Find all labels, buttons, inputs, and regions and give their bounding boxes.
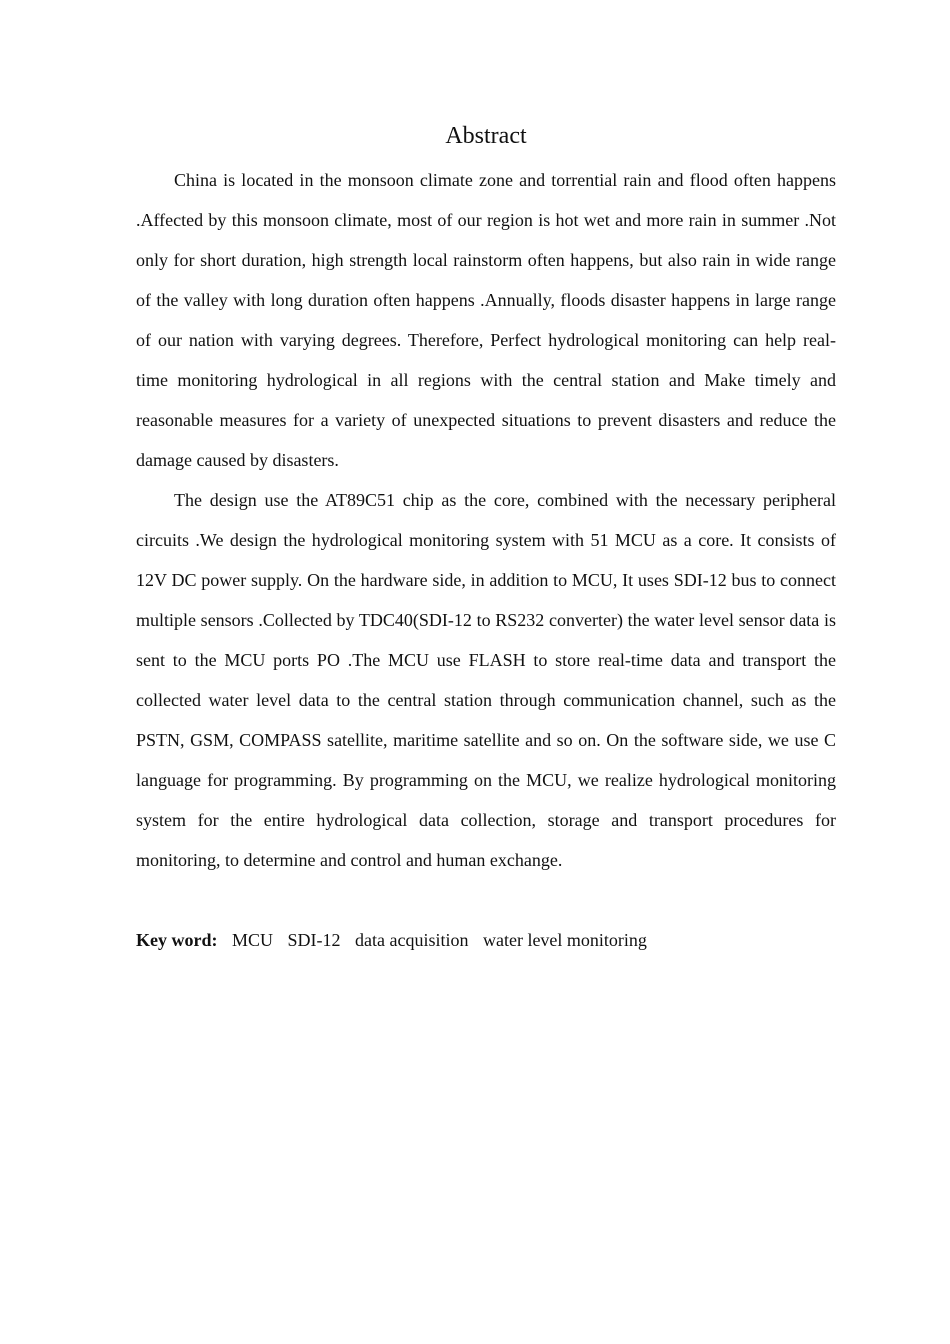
keyword-item: SDI-12	[287, 930, 341, 950]
keywords-line	[136, 920, 836, 960]
page-title: Abstract	[445, 123, 527, 149]
abstract-paragraph-2: The design use the AT89C51 chip as the core, combined with the necessary peripheral circuits .We design the hydrological monitoring system with 51 MCU as a core. It consists of 12V DC power supply. On the hardware side, in addition to MCU, It uses SDI-12 bus to connect multiple sensors .Collected by TDC40(SDI-12 to RS232 converter) the water level sensor data is sent to the MCU ports PO .The MCU use FLASH to store real-time data and transport the collected water level data to the central station through communication channel, such as the PSTN, GSM, COMPASS satellite, maritime satellite and so on. On the software side, we use C language for programming. By programming on the MCU, we realize hydrological monitoring system for the entire hydrological data collection, storage and transport procedures for monitoring, to determine and control and human exchange.	[136, 490, 836, 870]
keyword-item: MCU	[231, 930, 273, 950]
keyword-item: water level monitoring	[482, 930, 647, 950]
keyword-item: data acquisition	[355, 930, 469, 950]
keywords-label: Key word:	[136, 930, 218, 950]
document-page	[136, 118, 836, 960]
abstract-paragraph-1: China is located in the monsoon climate zone and torrential rain and flood often happens .Affected by this monsoon climate, most of our region is hot wet and more rain in summer .Not only for short duration, high strength local rainstorm often happens, but also rain in wide range of the valley with long duration often happens .Annually, floods disaster happens in large range of our nation with varying degrees. Therefore, Perfect hydrological monitoring can help real-time monitoring hydrological in all regions with the central station and Make timely and reasonable measures for a variety of unexpected situations to prevent disasters and reduce the damage caused by disasters.	[136, 170, 836, 470]
